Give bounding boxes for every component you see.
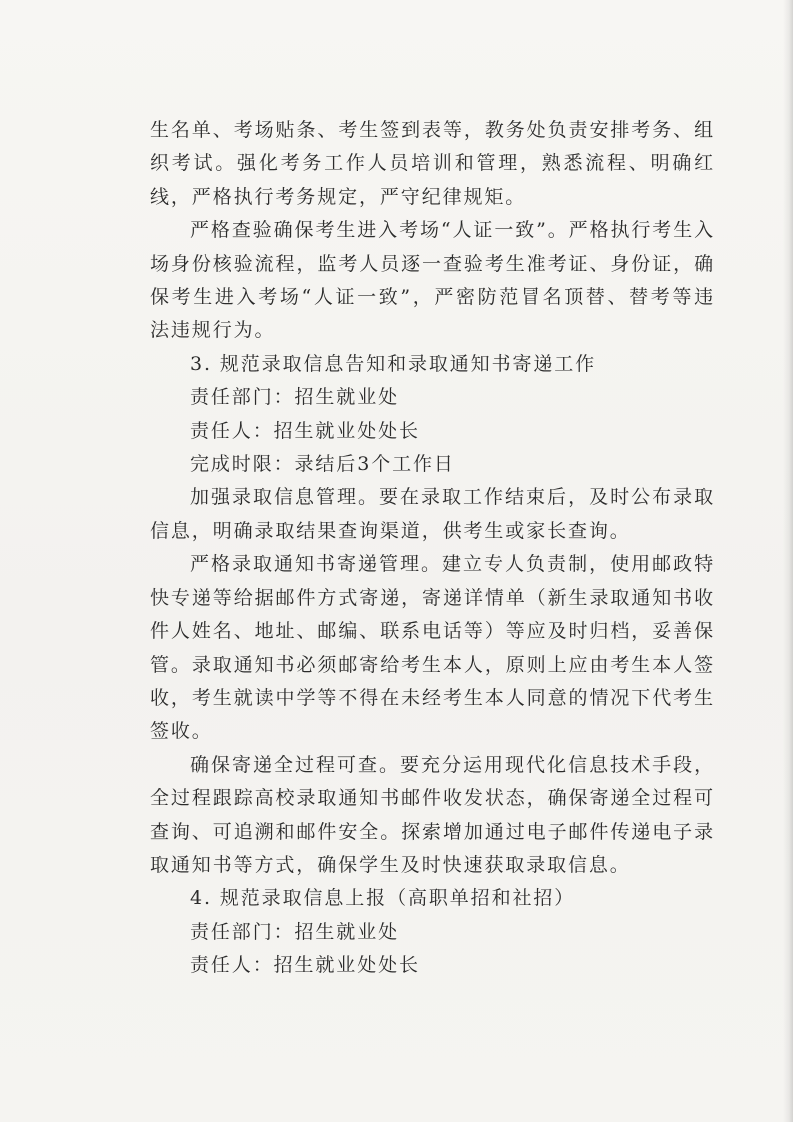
section-heading-3: 3. 规范录取信息告知和录取通知书寄递工作 [190,352,597,375]
page-edge-shadow [783,0,793,1122]
paragraph-delivery-tracking: 确保寄递全过程可查。要充分运用现代化信息技术手段，全过程跟踪高校录取通知书邮件收发状态，确保寄递全过程可查询、可追溯和邮件安全。探索增加通过电子邮件传递电子录取通知书等方式，确保学生及时快速获取录取信息。 [150,753,715,876]
section-heading-4: 4. 规范录取信息上报（高职单招和社招） [190,887,576,910]
paragraph-identity-check: 严格查验确保考生进入考场“人证一致”。严格执行考生入场身份核验流程，监考人员逐一查验考生准考证、身份证，确保考生进入考场“人证一致”，严密防范冒名顶替、替考等违法违规行为。 [150,219,715,342]
responsible-department-4: 责任部门：招生就业处 [190,920,400,943]
paragraph-notice-delivery: 严格录取通知书寄递管理。建立专人负责制，使用邮政特快专递等给据邮件方式寄递，寄递详情单（新生录取通知书收件人姓名、地址、邮编、联系电话等）等应及时归档，妥善保管。录取通知书必须邮寄给考生本人，原则上应由考生本人签收，考生就读中学等不得在未经考生本人同意的情况下代考生签收。 [150,553,715,743]
deadline-3: 完成时限：录结后3个工作日 [190,453,455,476]
responsible-department-3: 责任部门：招生就业处 [190,386,400,409]
responsible-person-3: 责任人：招生就业处处长 [190,419,420,442]
paragraph-admission-info: 加强录取信息管理。要在录取工作结束后，及时公布录取信息，明确录取结果查询渠道，供考生或家长查询。 [150,486,715,542]
paragraph-exam-materials: 生名单、考场贴条、考生签到表等，教务处负责安排考务、组织考试。强化考务工作人员培训和管理，熟悉流程、明确红线，严格执行考务规定，严守纪律规矩。 [150,119,715,208]
document-body [150,114,715,983]
responsible-person-4: 责任人：招生就业处处长 [190,954,420,977]
